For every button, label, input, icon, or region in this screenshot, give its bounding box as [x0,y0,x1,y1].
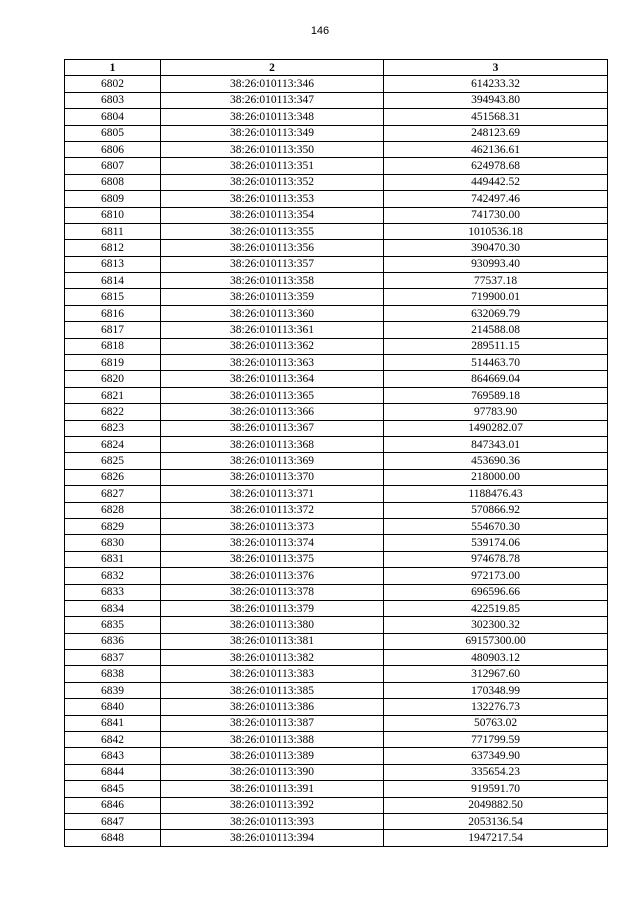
cadastral-number-cell: 38:26:010113:374 [161,535,384,551]
row-number-cell: 6813 [65,256,161,272]
value-cell: 97783.90 [384,404,608,420]
cadastral-number-cell: 38:26:010113:364 [161,371,384,387]
row-number-cell: 6846 [65,797,161,813]
row-number-cell: 6824 [65,436,161,452]
value-cell: 632069.79 [384,305,608,321]
cadastral-number-cell: 38:26:010113:349 [161,125,384,141]
cadastral-number-cell: 38:26:010113:356 [161,240,384,256]
table-row [65,617,608,633]
table-row [65,535,608,551]
table-row [65,781,608,797]
value-cell: 614233.32 [384,76,608,92]
cadastral-number-cell: 38:26:010113:394 [161,830,384,846]
row-number-cell: 6803 [65,92,161,108]
table-row [65,699,608,715]
cadastral-number-cell: 38:26:010113:358 [161,273,384,289]
value-cell: 394943.80 [384,92,608,108]
row-number-cell: 6841 [65,715,161,731]
cadastral-number-cell: 38:26:010113:381 [161,633,384,649]
cadastral-number-cell: 38:26:010113:372 [161,502,384,518]
table-row [65,469,608,485]
value-cell: 2049882.50 [384,797,608,813]
column-header-2: 2 [161,60,384,76]
row-number-cell: 6815 [65,289,161,305]
table-row [65,158,608,174]
value-cell: 539174.06 [384,535,608,551]
table-row [65,240,608,256]
table-row [65,76,608,92]
value-cell: 50763.02 [384,715,608,731]
value-cell: 480903.12 [384,650,608,666]
row-number-cell: 6843 [65,748,161,764]
cadastral-number-cell: 38:26:010113:380 [161,617,384,633]
value-cell: 514463.70 [384,355,608,371]
row-number-cell: 6836 [65,633,161,649]
table-row [65,223,608,239]
data-table [64,59,608,847]
cadastral-number-cell: 38:26:010113:360 [161,305,384,321]
table-row [65,371,608,387]
row-number-cell: 6810 [65,207,161,223]
row-number-cell: 6821 [65,387,161,403]
value-cell: 289511.15 [384,338,608,354]
row-number-cell: 6819 [65,355,161,371]
cadastral-number-cell: 38:26:010113:385 [161,682,384,698]
row-number-cell: 6834 [65,600,161,616]
table-row [65,92,608,108]
row-number-cell: 6840 [65,699,161,715]
value-cell: 972173.00 [384,568,608,584]
value-cell: 390470.30 [384,240,608,256]
cadastral-number-cell: 38:26:010113:348 [161,109,384,125]
table-row [65,486,608,502]
cadastral-number-cell: 38:26:010113:354 [161,207,384,223]
value-cell: 919591.70 [384,781,608,797]
table-row [65,174,608,190]
row-number-cell: 6811 [65,223,161,239]
value-cell: 69157300.00 [384,633,608,649]
cadastral-number-cell: 38:26:010113:362 [161,338,384,354]
table-row [65,305,608,321]
table-row [65,273,608,289]
cadastral-number-cell: 38:26:010113:376 [161,568,384,584]
value-cell: 719900.01 [384,289,608,305]
table-header [65,60,608,76]
cadastral-number-cell: 38:26:010113:368 [161,436,384,452]
row-number-cell: 6826 [65,469,161,485]
row-number-cell: 6808 [65,174,161,190]
cadastral-number-cell: 38:26:010113:391 [161,781,384,797]
row-number-cell: 6848 [65,830,161,846]
cadastral-number-cell: 38:26:010113:363 [161,355,384,371]
cadastral-number-cell: 38:26:010113:355 [161,223,384,239]
value-cell: 422519.85 [384,600,608,616]
table-row [65,584,608,600]
value-cell: 2053136.54 [384,813,608,829]
table-row [65,502,608,518]
table-row [65,748,608,764]
value-cell: 570866.92 [384,502,608,518]
value-cell: 132276.73 [384,699,608,715]
value-cell: 449442.52 [384,174,608,190]
row-number-cell: 6838 [65,666,161,682]
table-row [65,732,608,748]
value-cell: 170348.99 [384,682,608,698]
row-number-cell: 6817 [65,322,161,338]
row-number-cell: 6845 [65,781,161,797]
cadastral-number-cell: 38:26:010113:382 [161,650,384,666]
value-cell: 302300.32 [384,617,608,633]
table-row [65,387,608,403]
cadastral-number-cell: 38:26:010113:371 [161,486,384,502]
cadastral-number-cell: 38:26:010113:347 [161,92,384,108]
row-number-cell: 6839 [65,682,161,698]
value-cell: 218000.00 [384,469,608,485]
row-number-cell: 6835 [65,617,161,633]
value-cell: 847343.01 [384,436,608,452]
table-row [65,355,608,371]
cadastral-number-cell: 38:26:010113:352 [161,174,384,190]
value-cell: 930993.40 [384,256,608,272]
table-row [65,191,608,207]
row-number-cell: 6820 [65,371,161,387]
table-row [65,289,608,305]
cadastral-number-cell: 38:26:010113:383 [161,666,384,682]
table-row [65,633,608,649]
cadastral-number-cell: 38:26:010113:379 [161,600,384,616]
table-row [65,420,608,436]
table-row [65,141,608,157]
row-number-cell: 6844 [65,764,161,780]
value-cell: 771799.59 [384,732,608,748]
value-cell: 451568.31 [384,109,608,125]
cadastral-number-cell: 38:26:010113:387 [161,715,384,731]
value-cell: 453690.36 [384,453,608,469]
row-number-cell: 6804 [65,109,161,125]
table-row [65,322,608,338]
table-body [65,76,608,846]
table-row [65,338,608,354]
cadastral-number-cell: 38:26:010113:351 [161,158,384,174]
table-row [65,551,608,567]
cadastral-number-cell: 38:26:010113:393 [161,813,384,829]
cadastral-number-cell: 38:26:010113:346 [161,76,384,92]
row-number-cell: 6809 [65,191,161,207]
value-cell: 77537.18 [384,273,608,289]
table-row [65,404,608,420]
value-cell: 248123.69 [384,125,608,141]
row-number-cell: 6842 [65,732,161,748]
table-row [65,797,608,813]
value-cell: 312967.60 [384,666,608,682]
table-row [65,109,608,125]
row-number-cell: 6832 [65,568,161,584]
cadastral-number-cell: 38:26:010113:367 [161,420,384,436]
value-cell: 554670.30 [384,518,608,534]
row-number-cell: 6805 [65,125,161,141]
cadastral-number-cell: 38:26:010113:353 [161,191,384,207]
cadastral-number-cell: 38:26:010113:373 [161,518,384,534]
row-number-cell: 6847 [65,813,161,829]
cadastral-number-cell: 38:26:010113:357 [161,256,384,272]
table-row [65,666,608,682]
row-number-cell: 6827 [65,486,161,502]
cadastral-number-cell: 38:26:010113:378 [161,584,384,600]
row-number-cell: 6818 [65,338,161,354]
row-number-cell: 6822 [65,404,161,420]
row-number-cell: 6814 [65,273,161,289]
table-row [65,715,608,731]
row-number-cell: 6806 [65,141,161,157]
table-row [65,125,608,141]
row-number-cell: 6802 [65,76,161,92]
row-number-cell: 6831 [65,551,161,567]
cadastral-number-cell: 38:26:010113:365 [161,387,384,403]
cadastral-number-cell: 38:26:010113:386 [161,699,384,715]
row-number-cell: 6833 [65,584,161,600]
cadastral-number-cell: 38:26:010113:359 [161,289,384,305]
value-cell: 1010536.18 [384,223,608,239]
cadastral-number-cell: 38:26:010113:370 [161,469,384,485]
value-cell: 624978.68 [384,158,608,174]
table-row [65,568,608,584]
table-row [65,453,608,469]
table-row [65,830,608,846]
cadastral-number-cell: 38:26:010113:361 [161,322,384,338]
row-number-cell: 6823 [65,420,161,436]
table-row [65,207,608,223]
cadastral-number-cell: 38:26:010113:350 [161,141,384,157]
cadastral-number-cell: 38:26:010113:389 [161,748,384,764]
value-cell: 742497.46 [384,191,608,207]
value-cell: 1947217.54 [384,830,608,846]
cadastral-number-cell: 38:26:010113:388 [161,732,384,748]
value-cell: 214588.08 [384,322,608,338]
value-cell: 462136.61 [384,141,608,157]
table-row [65,436,608,452]
value-cell: 769589.18 [384,387,608,403]
value-cell: 1188476.43 [384,486,608,502]
row-number-cell: 6807 [65,158,161,174]
table-row [65,813,608,829]
cadastral-number-cell: 38:26:010113:375 [161,551,384,567]
value-cell: 696596.66 [384,584,608,600]
value-cell: 637349.90 [384,748,608,764]
cadastral-number-cell: 38:26:010113:390 [161,764,384,780]
page-number: 146 [310,25,330,37]
table-row [65,764,608,780]
value-cell: 864669.04 [384,371,608,387]
row-number-cell: 6837 [65,650,161,666]
row-number-cell: 6812 [65,240,161,256]
table-row [65,682,608,698]
row-number-cell: 6828 [65,502,161,518]
row-number-cell: 6829 [65,518,161,534]
cadastral-number-cell: 38:26:010113:392 [161,797,384,813]
row-number-cell: 6830 [65,535,161,551]
header-row [65,60,608,76]
column-header-1: 1 [65,60,161,76]
value-cell: 1490282.07 [384,420,608,436]
table-row [65,256,608,272]
cadastral-number-cell: 38:26:010113:366 [161,404,384,420]
row-number-cell: 6825 [65,453,161,469]
table-row [65,518,608,534]
table-row [65,650,608,666]
row-number-cell: 6816 [65,305,161,321]
column-header-3: 3 [384,60,608,76]
value-cell: 741730.00 [384,207,608,223]
cadastral-number-cell: 38:26:010113:369 [161,453,384,469]
table-row [65,600,608,616]
value-cell: 335654.23 [384,764,608,780]
value-cell: 974678.78 [384,551,608,567]
